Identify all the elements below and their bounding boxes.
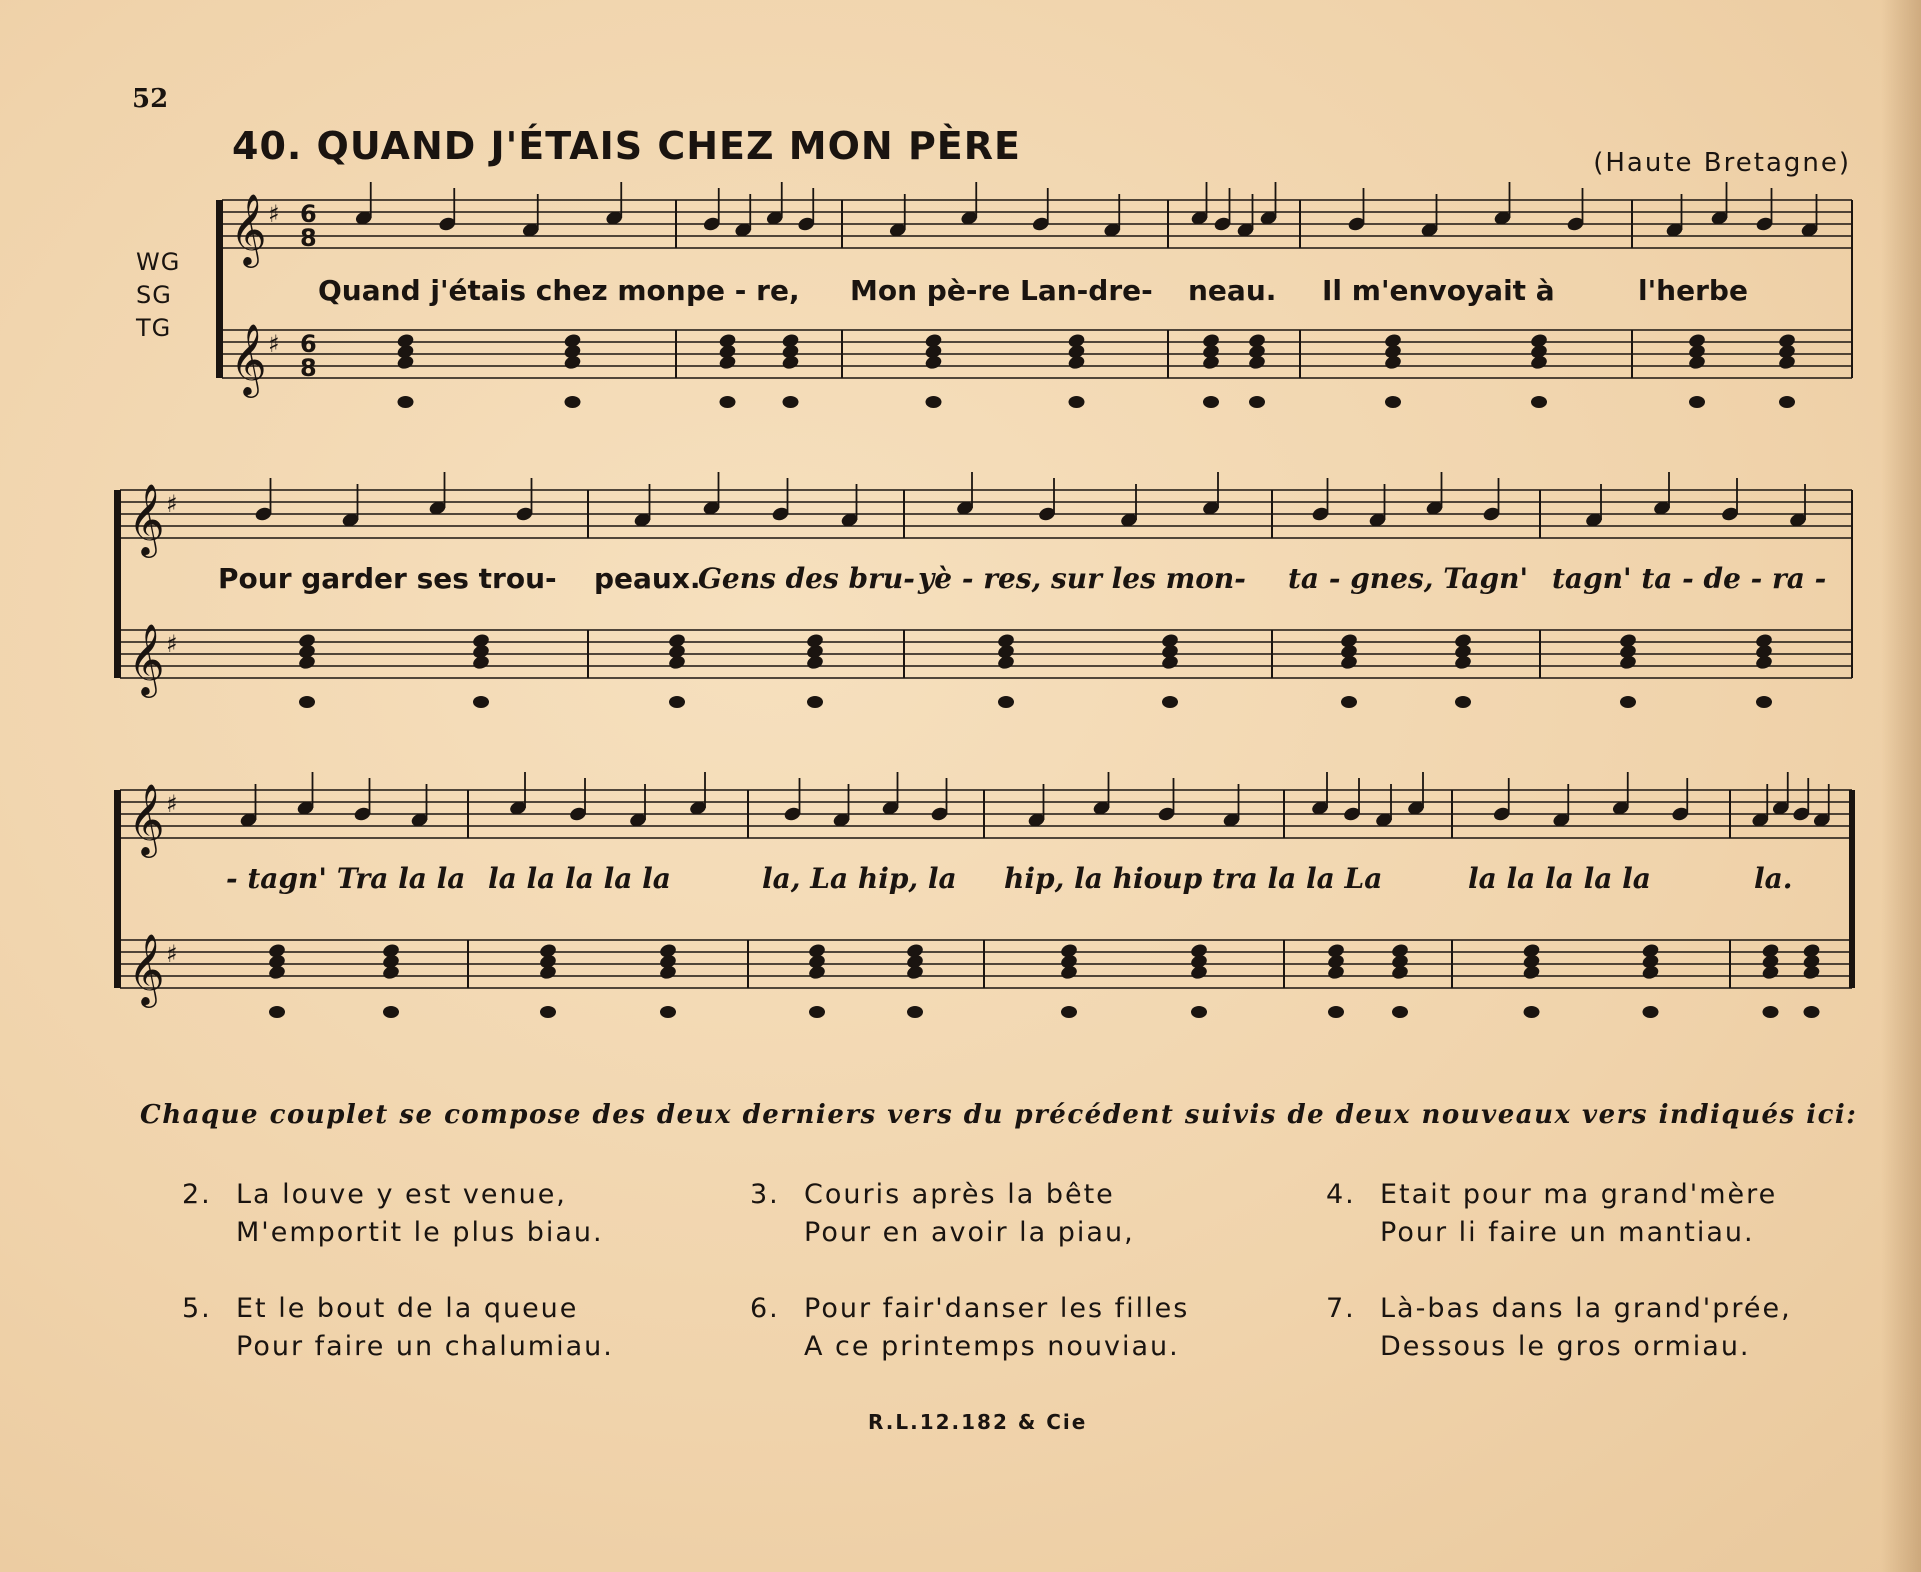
bass-note-head [809, 1006, 825, 1018]
region-label: (Haute Bretagne) [1593, 148, 1851, 178]
chord-note-head [1641, 964, 1660, 981]
lyric-s1-m2: pe - re, [686, 274, 800, 307]
lyric-s1-m3: Mon pè-re Lan-dre- [850, 274, 1153, 307]
chord-note-head [1189, 964, 1208, 981]
instrument-label-sg: SG [136, 281, 172, 309]
bass-note-head [1524, 1006, 1540, 1018]
chord-note-head [1059, 964, 1078, 981]
bass-note-head [1341, 696, 1357, 708]
time-signature-top: 6 [300, 200, 317, 228]
verse-line: A ce printemps nouviau. [804, 1331, 1180, 1362]
chord-note-head [807, 964, 826, 981]
chord-note-head [381, 964, 400, 981]
time-signature-bottom: 8 [300, 354, 317, 382]
chord-note-head [924, 354, 943, 371]
bass-note-head [1455, 696, 1471, 708]
verse-instructions: Chaque couplet se compose des deux derniers vers du précédent suivis de deux nouveaux vers indiqués ici: [140, 1100, 1858, 1130]
chord-note-head [1687, 354, 1706, 371]
lyric-s2-m4: ta - gnes, Tagn' [1288, 562, 1529, 595]
verse-number: 7. [1326, 1293, 1356, 1324]
verse-line: La louve y est venue, [236, 1179, 567, 1210]
chord-note-head [297, 654, 316, 671]
bass-note-head [1061, 1006, 1077, 1018]
instrument-label-wg: WG [136, 248, 181, 276]
bass-note-head [1385, 396, 1401, 408]
chord-note-head [1802, 964, 1821, 981]
bass-note-head [1249, 396, 1265, 408]
bass-note-head [1162, 696, 1178, 708]
chord-note-head [1339, 654, 1358, 671]
bass-note-head [1069, 396, 1085, 408]
key-signature-sharp-icon: ♯ [166, 630, 178, 658]
time-signature-bottom: 8 [300, 224, 317, 252]
bass-note-head [473, 696, 489, 708]
bass-note-head [926, 396, 942, 408]
bass-note-head [1531, 396, 1547, 408]
lyric-s3-m4: hip, la hioup tra la [1004, 862, 1297, 895]
key-signature-sharp-icon: ♯ [166, 940, 178, 968]
treble-clef-icon: 𝄞 [128, 782, 165, 855]
verse-line: M'emportit le plus biau. [236, 1217, 604, 1248]
chord-note-head [1761, 964, 1780, 981]
lyric-s2-m2b: Gens des bru- [698, 562, 915, 595]
verse-line: Couris après la bête [804, 1179, 1115, 1210]
verse-number: 6. [750, 1293, 780, 1324]
chord-note-head [1067, 354, 1086, 371]
verse-line: Pour li faire un mantiau. [1380, 1217, 1755, 1248]
lyric-s3-m6: la la la la la [1468, 862, 1651, 895]
chord-note-head [1529, 354, 1548, 371]
lyric-s2-m5: tagn' ta - de - ra - [1552, 562, 1827, 595]
treble-clef-icon: 𝄞 [230, 192, 267, 265]
instrument-label-tg: TG [136, 314, 172, 342]
chord-note-head [267, 964, 286, 981]
bass-note-head [383, 1006, 399, 1018]
chord-note-head [905, 964, 924, 981]
lyric-s1-m5: Il m'envoyait à [1322, 274, 1555, 307]
verse-line: Là-bas dans la grand'prée, [1380, 1293, 1792, 1324]
chord-note-head [1326, 964, 1345, 981]
lyric-s3-m7: la. [1754, 862, 1793, 895]
chord-note-head [396, 354, 415, 371]
bass-note-head [1689, 396, 1705, 408]
bass-note-head [1756, 696, 1772, 708]
chord-note-head [563, 354, 582, 371]
bass-note-head [565, 396, 581, 408]
time-signature-top: 6 [300, 330, 317, 358]
bass-note-head [1763, 1006, 1779, 1018]
lyric-s1-m6: l'herbe [1638, 274, 1748, 307]
chord-note-head [1201, 354, 1220, 371]
lyric-s3-m3: la, La hip, la [762, 862, 957, 895]
verse-line: Et le bout de la queue [236, 1293, 579, 1324]
chord-note-head [718, 354, 737, 371]
treble-clef-icon: 𝄞 [230, 322, 267, 395]
treble-clef-icon: 𝄞 [128, 932, 165, 1005]
chord-note-head [805, 654, 824, 671]
chord-note-head [667, 654, 686, 671]
lyric-s2-m1: Pour garder ses trou- [218, 562, 557, 595]
chord-note-head [1777, 354, 1796, 371]
bass-note-head [1191, 1006, 1207, 1018]
bass-note-head [1392, 1006, 1408, 1018]
lyric-s2-m3: yè - res, sur les mon- [918, 562, 1246, 595]
key-signature-sharp-icon: ♯ [268, 200, 280, 228]
key-signature-sharp-icon: ♯ [166, 490, 178, 518]
treble-clef-icon: 𝄞 [128, 622, 165, 695]
bass-note-head [669, 696, 685, 708]
chord-note-head [1390, 964, 1409, 981]
verse-number: 5. [182, 1293, 212, 1324]
verse-line: Pour faire un chalumiau. [236, 1331, 614, 1362]
bass-note-head [398, 396, 414, 408]
verse-line: Pour en avoir la piau, [804, 1217, 1135, 1248]
bass-note-head [1620, 696, 1636, 708]
key-signature-sharp-icon: ♯ [166, 790, 178, 818]
verse-3 [750, 1176, 1135, 1252]
chord-note-head [538, 964, 557, 981]
chord-note-head [1618, 654, 1637, 671]
bass-note-head [907, 1006, 923, 1018]
song-title: 40. QUAND J'ÉTAIS CHEZ MON PÈRE [232, 124, 1021, 168]
verse-number: 2. [182, 1179, 212, 1210]
lyric-s1-m4: neau. [1188, 274, 1277, 307]
chord-note-head [1453, 654, 1472, 671]
chord-note-head [1247, 354, 1266, 371]
bass-note-head [660, 1006, 676, 1018]
bass-note-head [299, 696, 315, 708]
bass-note-head [720, 396, 736, 408]
bass-note-head [998, 696, 1014, 708]
treble-clef-icon: 𝄞 [128, 482, 165, 555]
verse-number: 3. [750, 1179, 780, 1210]
lyric-s3-m1: - tagn' Tra la la [226, 862, 466, 895]
bass-note-head [1804, 1006, 1820, 1018]
chord-note-head [1754, 654, 1773, 671]
verse-line: Pour fair'danser les filles [804, 1293, 1190, 1324]
verse-4 [1326, 1176, 1778, 1252]
verse-5 [182, 1290, 614, 1366]
lyric-s3-m2: la la la la la [488, 862, 671, 895]
bass-note-head [269, 1006, 285, 1018]
page-number: 52 [132, 84, 169, 114]
chord-note-head [471, 654, 490, 671]
bass-note-head [1203, 396, 1219, 408]
bass-note-head [807, 696, 823, 708]
chord-note-head [1522, 964, 1541, 981]
chord-note-head [996, 654, 1015, 671]
bass-note-head [1328, 1006, 1344, 1018]
key-signature-sharp-icon: ♯ [268, 330, 280, 358]
verse-2 [182, 1176, 604, 1252]
bass-note-head [783, 396, 799, 408]
verse-number: 4. [1326, 1179, 1356, 1210]
lyric-s2-m2a: peaux. [594, 562, 701, 595]
verse-7 [1326, 1290, 1792, 1366]
lyric-s1-m1: Quand j'étais chez mon [318, 274, 686, 307]
publisher-code: R.L.12.182 & Cie [868, 1410, 1088, 1434]
verse-line: Etait pour ma grand'mère [1380, 1179, 1778, 1210]
verse-6 [750, 1290, 1190, 1366]
bass-note-head [1643, 1006, 1659, 1018]
chord-note-head [1383, 354, 1402, 371]
bass-note-head [1779, 396, 1795, 408]
verse-line: Dessous le gros ormiau. [1380, 1331, 1751, 1362]
chord-note-head [781, 354, 800, 371]
chord-note-head [1160, 654, 1179, 671]
chord-note-head [658, 964, 677, 981]
lyric-s3-m5: la La [1306, 862, 1383, 895]
bass-note-head [540, 1006, 556, 1018]
